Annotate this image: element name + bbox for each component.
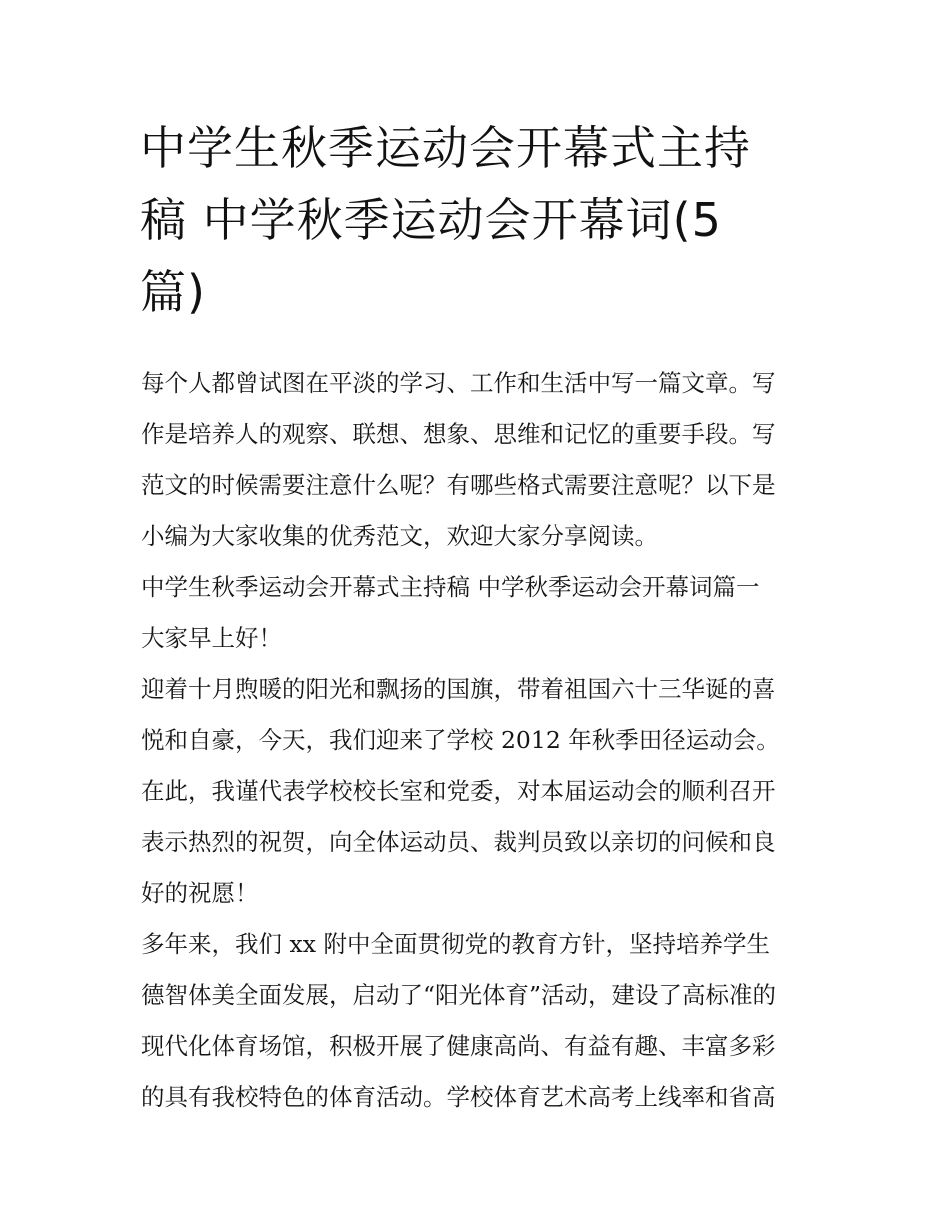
body-line: 表示热烈的祝贺，向全体运动员、裁判员致以亲切的问候和良 [141, 828, 776, 856]
title-line: 中学生秋季运动会开幕式主持 [140, 121, 751, 175]
document-body [141, 358, 817, 1123]
body-line: 现代化体育场馆，积极开展了健康高尚、有益有趣、丰富多彩 [141, 1032, 776, 1060]
body-line: 多年来，我们 xx 附中全面贯彻党的教育方针，坚持培养学生 [141, 930, 770, 958]
title-line: 稿 中学秋季运动会开幕词(5 [140, 193, 722, 247]
body-line: 作是培养人的观察、联想、想象、思维和记忆的重要手段。写 [141, 420, 776, 448]
greeting-line: 大家早上好！ [141, 624, 282, 652]
body-line: 好的祝愿！ [141, 879, 259, 907]
body-line: 德智体美全面发展，启动了“阳光体育”活动，建设了高标准的 [141, 981, 777, 1009]
body-line: 范文的时候需要注意什么呢？有哪些格式需要注意呢？以下是 [141, 471, 776, 499]
body-line: 每个人都曾试图在平淡的学习、工作和生活中写一篇文章。写 [141, 369, 776, 397]
body-line: 的具有我校特色的体育活动。学校体育艺术高考上线率和省高 [141, 1083, 776, 1111]
body-line: 悦和自豪，今天，我们迎来了学校 2012 年秋季田径运动会。 [141, 726, 780, 754]
document-title [140, 112, 820, 328]
body-line: 在此，我谨代表学校校长室和党委，对本届运动会的顺利召开 [141, 777, 776, 805]
body-line: 小编为大家收集的优秀范文，欢迎大家分享阅读。 [141, 522, 658, 550]
section-heading: 中学生秋季运动会开幕式主持稿 中学秋季运动会开幕词篇一 [141, 573, 760, 601]
body-line: 迎着十月煦暖的阳光和飘扬的国旗，带着祖国六十三华诞的喜 [141, 675, 776, 703]
title-line: 篇) [140, 265, 206, 319]
